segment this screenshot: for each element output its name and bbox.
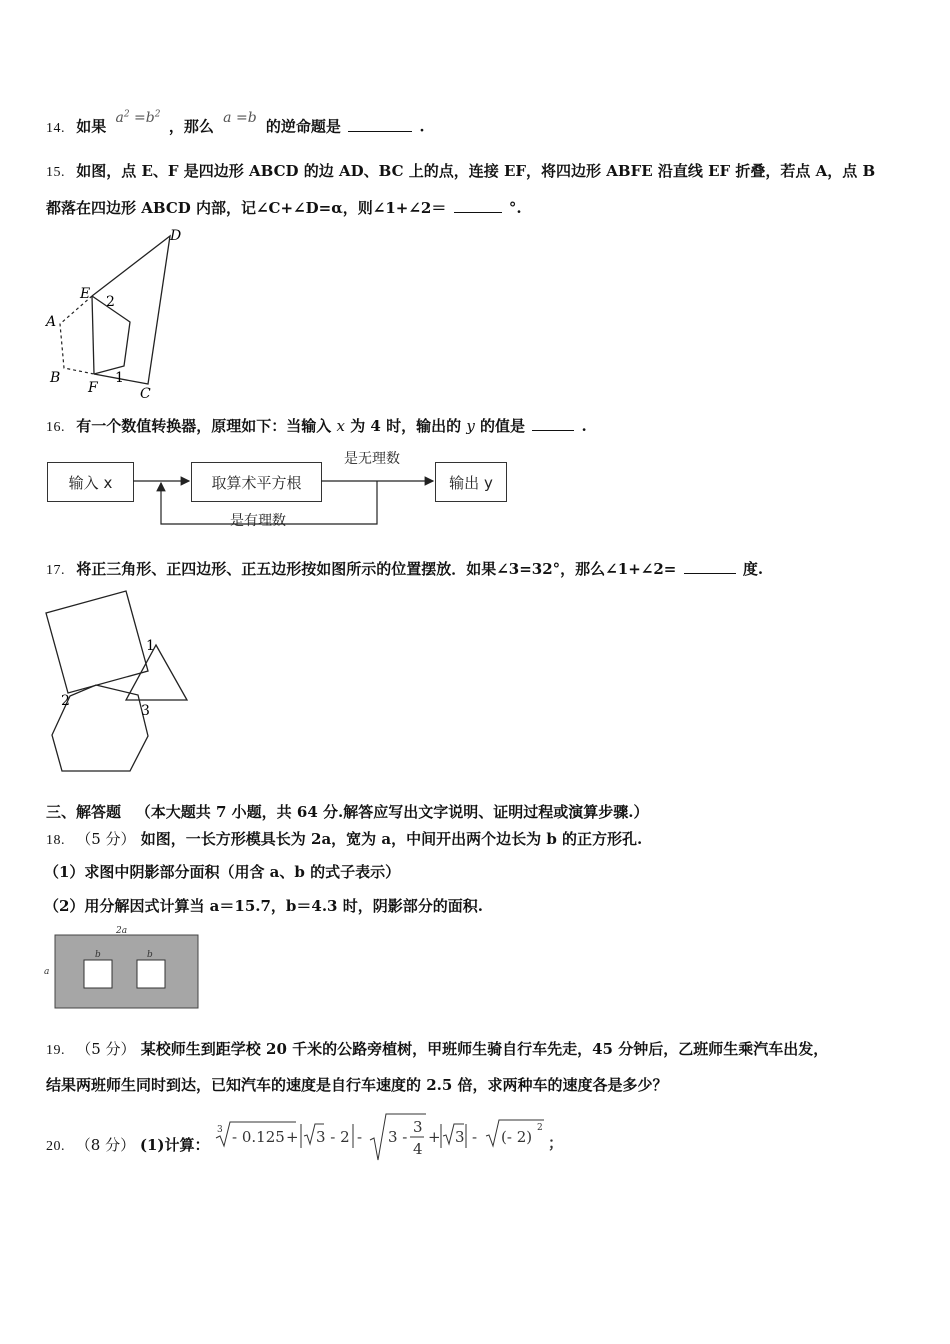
question-18-sub1 <box>44 862 400 882</box>
q17-text: 将正三角形、正四边形、正五边形按如图所示的位置摆放．如果∠3=32°，那么∠1+∠2= <box>76 560 677 578</box>
q20-end: ； <box>548 1134 564 1152</box>
cond-eq: = <box>134 109 146 126</box>
q14-text-post: 的逆命题是 <box>265 117 341 136</box>
cond-rhs-exp: 2 <box>154 109 161 119</box>
answer-blank[interactable] <box>348 117 412 132</box>
q16-var-y: y <box>466 417 475 435</box>
question-number: 19. <box>46 1043 65 1058</box>
label-3: 3 <box>141 703 150 719</box>
section-title: 三、解答题 <box>46 803 122 821</box>
q14-conclusion: a =b <box>223 109 257 126</box>
question-20 <box>46 1135 210 1157</box>
q14-condition <box>115 110 164 126</box>
q18-sub1-text: （1）求图中阴影部分面积（用含 a、b 的式子表示） <box>44 863 401 881</box>
square-hole-2 <box>137 960 165 988</box>
fold-line-EF <box>92 296 94 374</box>
label-F: F <box>88 380 98 396</box>
q16-text-mid1: 为 4 时，输出的 <box>350 417 462 435</box>
cube-root-arg: - 0.125 <box>232 1128 285 1146</box>
sqrt3-arg: (- 2) <box>501 1128 533 1146</box>
q16-text-mid2: 的值是 <box>480 417 526 435</box>
question-score: （5 分） <box>76 1040 136 1058</box>
square <box>46 591 148 693</box>
q18-rectangle-figure <box>40 922 202 1012</box>
question-number: 17. <box>46 563 65 578</box>
q14-text-mid: ，那么 <box>168 117 214 136</box>
label-B: B <box>50 370 61 386</box>
cond-rhs: b <box>145 109 155 126</box>
label-C: C <box>140 386 151 402</box>
q16-text-pre: 有一个数值转换器，原理如下：当输入 <box>76 417 332 435</box>
q14-end: . <box>419 117 425 136</box>
label-E: E <box>80 286 91 302</box>
sqrt3-exp: 2 <box>537 1123 543 1133</box>
question-score: （8 分） <box>75 1136 136 1154</box>
question-number: 16. <box>46 420 65 435</box>
answer-blank[interactable] <box>532 416 574 431</box>
cond-lhs-exp: 2 <box>123 109 130 119</box>
label-A: A <box>46 314 57 330</box>
q15-end: °. <box>508 199 522 217</box>
q19-text-line2: 结果两班师生同时到达，已知汽车的速度是自行车速度的 2.5 倍，求两种车的速度各是多少？ <box>46 1076 668 1094</box>
flow-output-box: 输出 y <box>435 462 507 502</box>
flow-label-irrational: 是无理数 <box>344 451 400 467</box>
answer-blank[interactable] <box>454 198 502 213</box>
plus-2: + <box>428 1128 441 1146</box>
label-b-1: b <box>95 950 101 960</box>
question-score: （5 分） <box>76 830 136 848</box>
question-15-line1 <box>46 161 875 183</box>
triangle <box>126 645 187 700</box>
question-15-line2 <box>46 198 522 218</box>
abs2-inner: 3 <box>455 1128 465 1146</box>
q17-end: 度. <box>742 560 764 578</box>
frac-num: 3 <box>413 1118 423 1136</box>
frac-den: 4 <box>413 1140 423 1158</box>
label-2: 2 <box>61 693 70 709</box>
question-number: 18. <box>46 833 65 848</box>
q16-end: . <box>581 417 587 435</box>
square-hole-1 <box>84 960 112 988</box>
q17-polygons-figure <box>40 585 200 777</box>
abs1-inner: 3 - 2 <box>316 1128 350 1146</box>
label-b-2: b <box>147 950 153 960</box>
question-19-line1 <box>46 1039 828 1061</box>
flow-input-box: 输入 x <box>47 462 134 502</box>
label-a: a <box>44 967 50 977</box>
minus-2: - <box>472 1128 478 1146</box>
label-1: 1 <box>115 370 124 386</box>
question-number: 20. <box>46 1139 65 1154</box>
minus-1: - <box>357 1128 363 1146</box>
question-19-line2 <box>46 1075 668 1095</box>
flow-process-box: 取算术平方根 <box>191 462 322 502</box>
q16-var-x: x <box>336 417 345 435</box>
label-1: 1 <box>146 638 155 654</box>
sqrt2-pre: 3 - <box>388 1128 408 1146</box>
question-number: 14. <box>46 120 65 136</box>
question-17 <box>46 559 763 581</box>
question-16 <box>46 416 587 438</box>
plus-1: + <box>286 1128 299 1146</box>
section-desc: （本大题共 7 小题，共 64 分.解答应写出文字说明、证明过程或演算步骤.） <box>135 803 649 821</box>
q15-text-line1: 如图，点 E、F 是四边形 ABCD 的边 AD、BC 上的点，连接 EF，将四边形 ABFE 沿直线 EF 折叠，若点 A，点 B <box>76 162 876 180</box>
question-18-sub2 <box>44 896 483 916</box>
question-14 <box>46 109 425 139</box>
q20-label: (1)计算： <box>139 1136 210 1154</box>
q15-text-line2: 都落在四边形 ABCD 内部，记∠C+∠D=α，则∠1+∠2＝ <box>46 199 447 217</box>
outer-rectangle <box>55 935 198 1008</box>
question-18 <box>46 829 642 851</box>
label-2a: 2a <box>116 926 128 936</box>
flow-label-rational: 是有理数 <box>230 513 286 529</box>
q15-quadrilateral-figure <box>40 226 190 402</box>
cube-root-index: 3 <box>217 1125 223 1135</box>
original-edge-dashed <box>60 296 94 374</box>
cond-lhs: a <box>115 109 124 126</box>
q14-text-pre: 如果 <box>76 117 107 136</box>
question-number: 15. <box>46 165 65 180</box>
edge-E-D-C-F <box>92 236 170 384</box>
q18-sub2-text: （2）用分解因式计算当 a＝15.7，b＝4.3 时，阴影部分的面积. <box>44 897 483 915</box>
label-D: D <box>170 228 182 244</box>
q20-expression <box>214 1108 564 1164</box>
section-3-header <box>46 802 648 822</box>
answer-blank[interactable] <box>684 559 736 574</box>
q19-text-line1: 某校师生到距学校 20 千米的公路旁植树，甲班师生骑自行车先走，45 分钟后，乙班师生乘汽车出发， <box>140 1040 829 1058</box>
label-2: 2 <box>106 294 115 310</box>
q18-text: 如图，一长方形模具长为 2a，宽为 a，中间开出两个边长为 b 的正方形孔. <box>140 830 643 848</box>
q16-flowchart <box>44 448 514 528</box>
